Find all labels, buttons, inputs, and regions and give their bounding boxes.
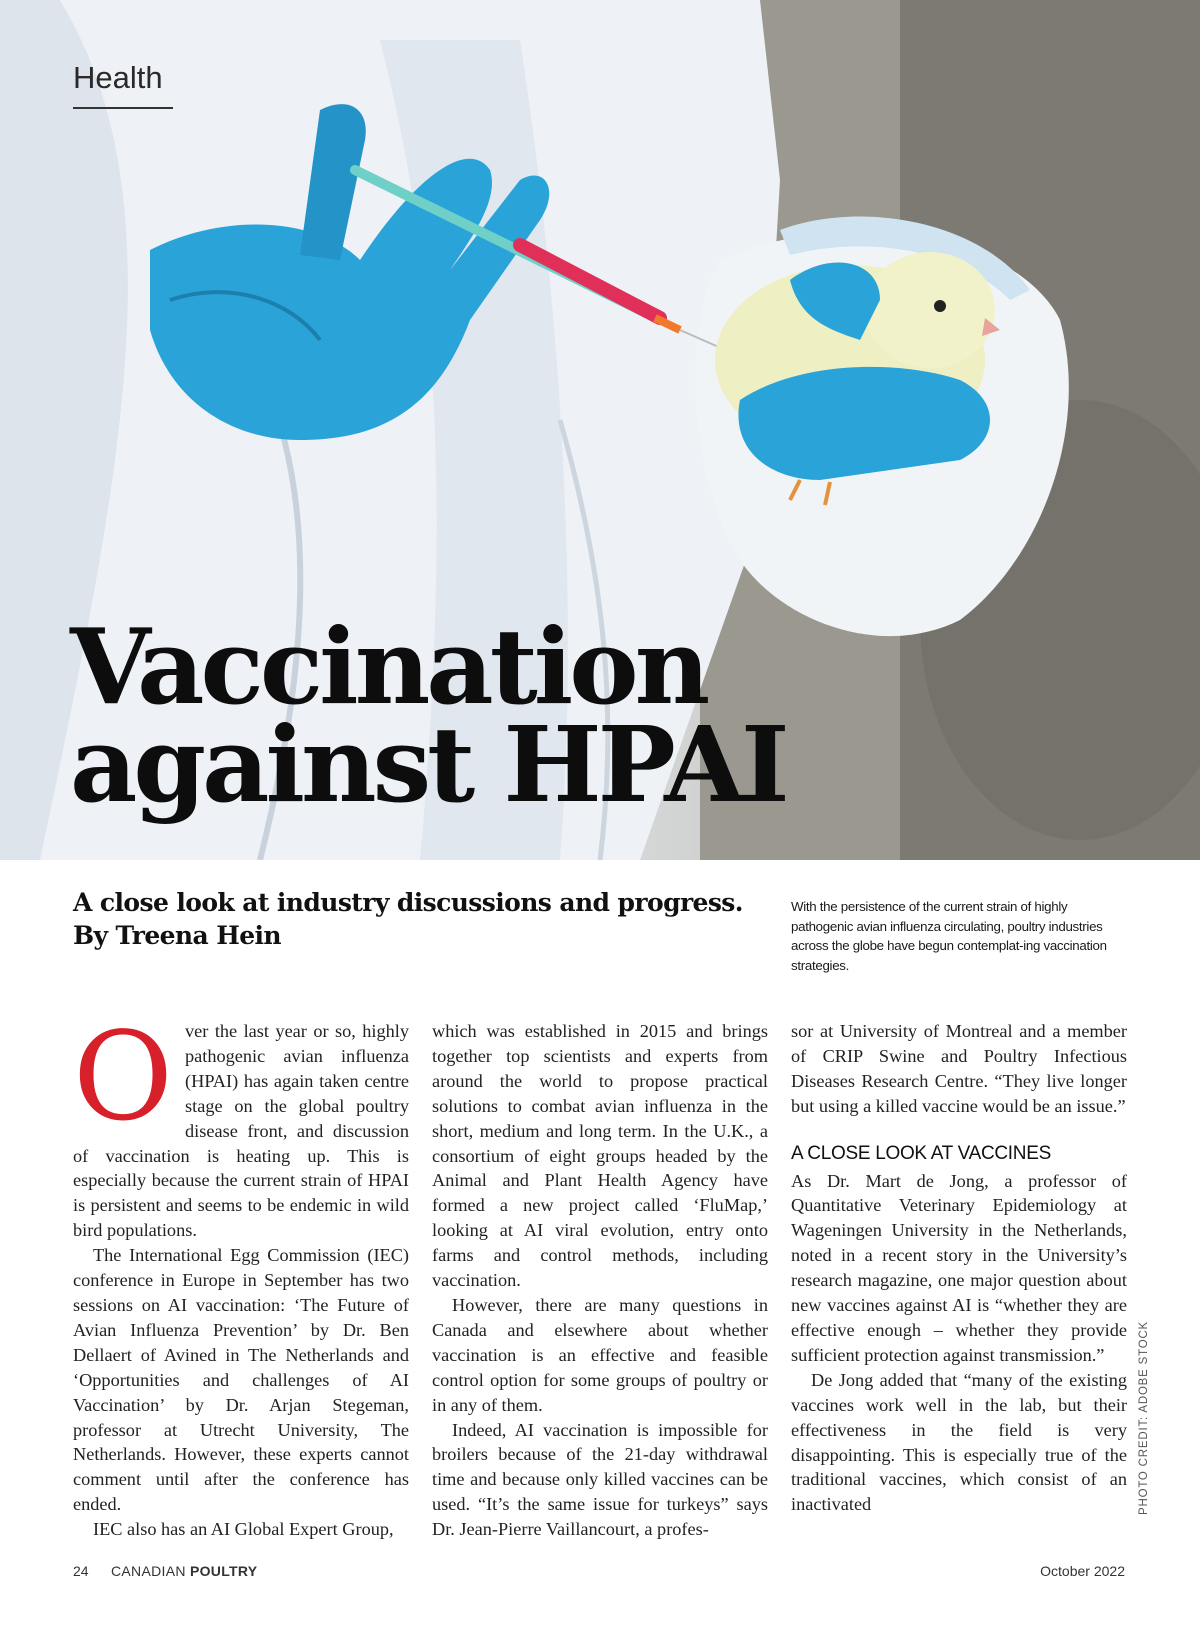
issue-date: October 2022	[1040, 1563, 1125, 1579]
subheading: A CLOSE LOOK AT VACCINES	[791, 1142, 1051, 1164]
subtitle: A close look at industry discussions and progress.	[73, 888, 743, 917]
paragraph: Indeed, AI vaccination is impossible for broilers because of the 21-day withdrawal time and because only killed vaccines can be used. “It’s the same issue for turkeys” says Dr. Jean-Pierre Vaillancourt, a profes-	[432, 1419, 768, 1540]
paragraph: sor at University of Montreal and a member of CRIP Swine and Poultry Infectious Diseases Research Centre. “They live longer but using a killed vaccine would be an issue.”	[791, 1021, 1127, 1116]
paragraph: The International Egg Commission (IEC) conference in Europe in September has two sessions on AI vaccination: ‘The Future of Avian Influenza Prevention’ by Dr. Ben Dellaert of Avined in The Netherlands and ‘Opportunities and challenges of AI Vaccination’ by Dr. Arjan Stegeman, professor at Utrecht University, The Netherlands. However, these experts cannot comment until after the conference has ended.	[73, 1245, 409, 1515]
magazine-name-bold: POULTRY	[189, 1563, 258, 1579]
page-footer	[73, 1563, 1125, 1583]
headline-line-2: against HPAI	[70, 703, 786, 826]
body-column-1	[73, 1006, 409, 1542]
section-underline	[73, 107, 173, 109]
body-column-3	[791, 1019, 1127, 1517]
photo-credit: PHOTO CREDIT: ADOBE STOCK	[1138, 1320, 1150, 1515]
drop-cap: O	[73, 1006, 174, 1148]
page-number: 24	[73, 1563, 89, 1579]
magazine-name	[111, 1563, 257, 1579]
paragraph: However, there are many questions in Canada and elsewhere about whether vaccination is an effective and feasible control option for some groups of poultry or in any of them.	[432, 1294, 768, 1415]
section-label: Health	[73, 60, 163, 95]
byline: By Treena Hein	[73, 921, 282, 950]
paragraph: As Dr. Mart de Jong, a professor of Quantitative Veterinary Epidemiology at Wageningen University in the Netherlands, noted in a recent story in the University’s research magazine, one major question about new vaccines against AI is “whether they are effective enough – whether they provide sufficient protection against transmission.”	[791, 1170, 1127, 1365]
deck	[73, 886, 773, 952]
magazine-name-light: CANADIAN	[111, 1563, 186, 1579]
paragraph: which was established in 2015 and brings together top scientists and experts from around the world to propose practical solutions to combat avian influenza in the short, medium and long term. In the U.K., a consortium of eight groups headed by the Animal and Plant Health Agency have formed a new project called ‘FluMap,’ looking at AI viral evolution, entry onto farms and control methods, including vaccination.	[432, 1021, 768, 1291]
headline-line-1: Vaccination	[70, 605, 707, 728]
paragraph: De Jong added that “many of the existing vaccines work well in the lab, but their effectiveness in the field is very disappointing. This is especially true of the traditional vaccines, which consist of an inactivated	[791, 1369, 1127, 1515]
paragraph: IEC also has an AI Global Expert Group,	[93, 1519, 394, 1540]
photo-caption: With the persistence of the current strain of highly pathogenic avian influenza circulating, poultry industries across the globe have begun contemplat-ing vaccination strategies.	[791, 899, 1107, 973]
paragraph-text: ver the last year or so, highly pathogenic avian influenza (HPAI) has again taken centre stage on the global poultry disease front, and discussion of vaccination is heating up. This is especially because the current strain of HPAI is persistent and seems to be endemic in wild bird populations.	[73, 1021, 409, 1241]
body-column-2	[432, 1019, 768, 1542]
headline	[70, 605, 830, 826]
paragraph	[73, 1006, 409, 1243]
